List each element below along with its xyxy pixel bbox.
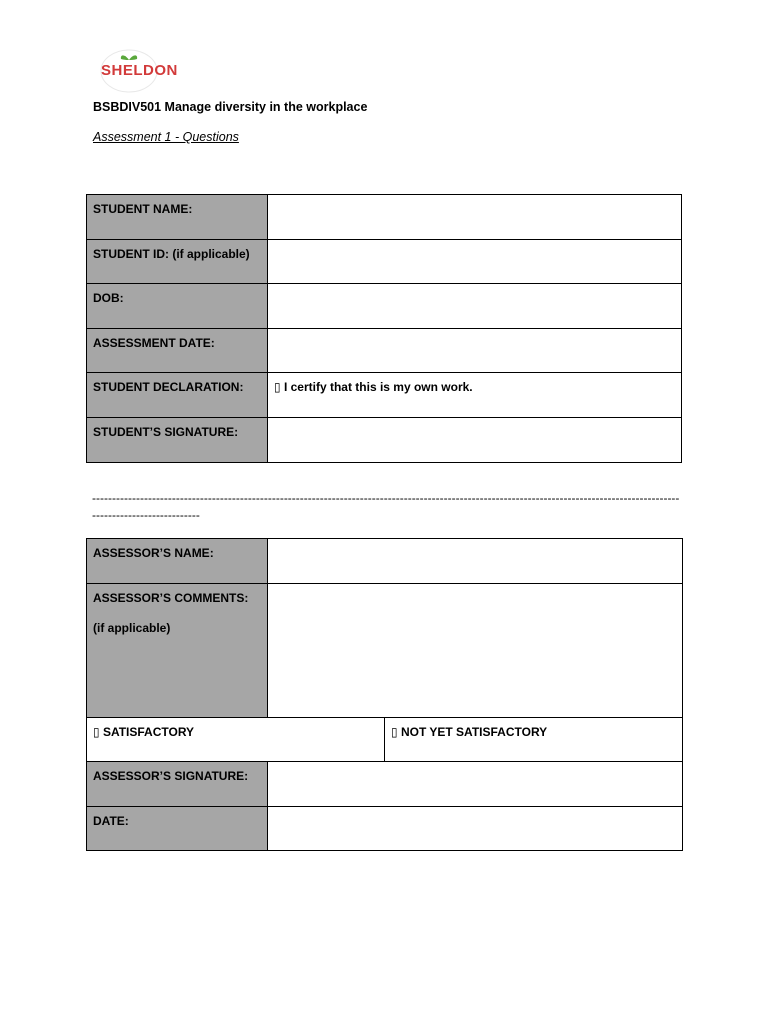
table-row: [87, 284, 682, 329]
dob-label: DOB:: [87, 284, 268, 329]
table-row: [87, 417, 682, 462]
table-row: [87, 239, 682, 284]
assessor-signature-field[interactable]: [268, 762, 683, 807]
student-id-field[interactable]: [268, 239, 682, 284]
assessment-subtitle: Assessment 1 - Questions: [93, 130, 239, 144]
course-title: BSBDIV501 Manage diversity in the workplace: [93, 100, 368, 114]
table-row: [87, 195, 682, 240]
assessor-comments-field[interactable]: [268, 583, 683, 717]
assessment-date-label: ASSESSMENT DATE:: [87, 328, 268, 373]
student-details-table: [86, 194, 682, 463]
sheldon-logo: [98, 48, 178, 94]
separator-line: ------------------------------------------------------------------------------------------------------------------------------------------------------------------------------: [92, 491, 680, 522]
assessor-name-label: ASSESSOR’S NAME:: [87, 539, 268, 584]
dob-field[interactable]: [268, 284, 682, 329]
declaration-checkbox[interactable]: ▯ I certify that this is my own work.: [268, 373, 682, 418]
satisfactory-checkbox[interactable]: ▯ SATISFACTORY: [87, 717, 385, 762]
student-declaration-label: STUDENT DECLARATION:: [87, 373, 268, 418]
table-row: [87, 762, 683, 807]
not-yet-satisfactory-checkbox[interactable]: ▯ NOT YET SATISFACTORY: [385, 717, 683, 762]
student-name-field[interactable]: [268, 195, 682, 240]
table-row: [87, 717, 683, 762]
assessor-signature-label: ASSESSOR’S SIGNATURE:: [87, 762, 268, 807]
assessor-name-field[interactable]: [268, 539, 683, 584]
table-row: [87, 539, 683, 584]
assessor-comments-label: [87, 583, 268, 717]
table-row: [87, 583, 683, 717]
date-field[interactable]: [268, 806, 683, 851]
table-row: [87, 373, 682, 418]
comments-label-sub: (if applicable): [93, 620, 171, 635]
student-name-label: STUDENT NAME:: [87, 195, 268, 240]
assessor-details-table: [86, 538, 683, 851]
comments-label-text: ASSESSOR’S COMMENTS:: [93, 590, 249, 605]
table-row: [87, 806, 683, 851]
table-row: [87, 328, 682, 373]
student-signature-field[interactable]: [268, 417, 682, 462]
logo-text: SHELDON: [101, 62, 178, 79]
student-signature-label: STUDENT’S SIGNATURE:: [87, 417, 268, 462]
date-label: DATE:: [87, 806, 268, 851]
assessment-date-field[interactable]: [268, 328, 682, 373]
student-id-label: STUDENT ID: (if applicable): [87, 239, 268, 284]
